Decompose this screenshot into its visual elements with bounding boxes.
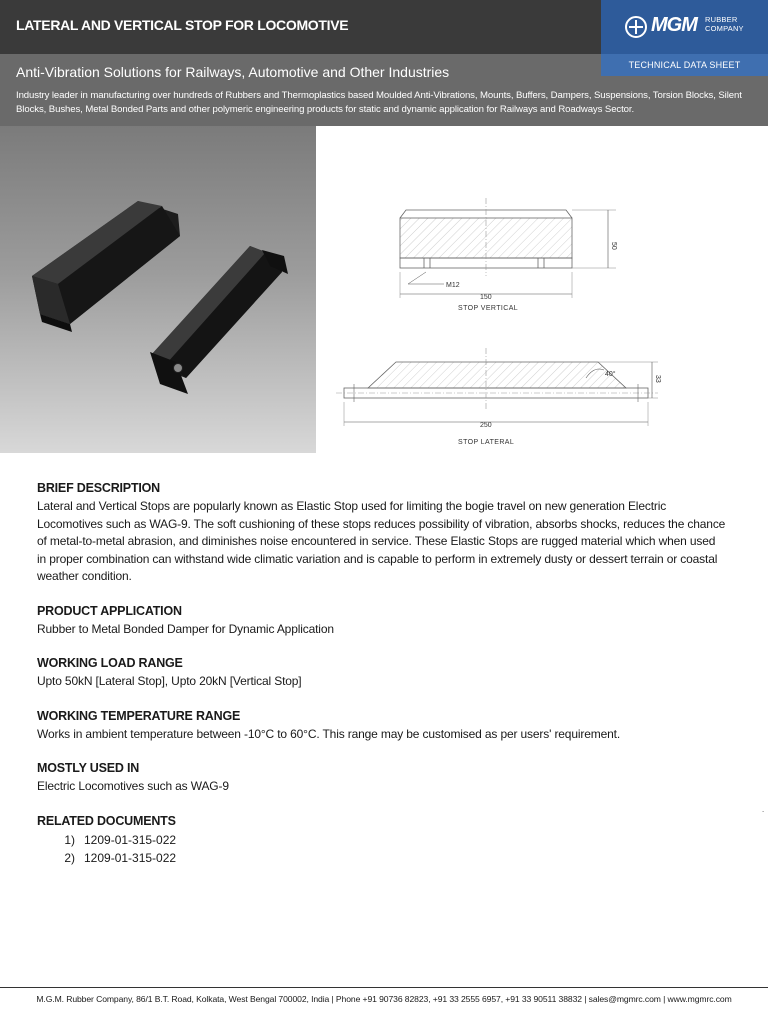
dim-lateral-angle: 40° <box>605 371 616 378</box>
section-working-load-range <box>37 656 727 691</box>
document-title: LATERAL AND VERTICAL STOP FOR LOCOMOTIVE <box>16 17 349 33</box>
section-related-documents <box>37 814 727 867</box>
section-heading: MOSTLY USED IN <box>37 761 140 775</box>
section-heading: BRIEF DESCRIPTION <box>37 481 160 495</box>
section-text: Electric Locomotives such as WAG-9 <box>37 779 229 793</box>
brand-subtext <box>705 15 744 33</box>
section-text: Lateral and Vertical Stops are popularly known as Elastic Stop used for limiting the bogie travel on new generation Electric Locomotives such as WAG-9. The soft cushioning of these stops reduces possibility of vibration, absorbs shocks, reduces the chance of metal-to-metal abrasion, and diminishes noise encountered in service. These Elastic Stops are rugged material which when used in proper combination can withstand wide climatic variation and is capable to perform in extremely dusty or dessert terrain or coastal weather condition. <box>37 499 726 583</box>
section-text: Upto 50kN [Lateral Stop], Upto 20kN [Vertical Stop] <box>37 674 302 688</box>
dim-vertical-length: 150 <box>480 294 492 301</box>
list-item <box>37 849 727 867</box>
dim-vertical-height: 50 <box>610 242 617 250</box>
technical-data-sheet-tag: TECHNICAL DATA SHEET <box>601 54 768 76</box>
company-intro: Industry leader in manufacturing over hundreds of Rubbers and Thermoplastics based Moulded Anti-Vibrations, Mounts, Buffers, Dampers, Suspensions, Torsion Blocks, Silent Blocks, Bushes, Metal Bonded Parts and other polymeric engineering products for static and dynamic application for Railways and Roadways Sector. <box>16 90 742 115</box>
page-subtitle: Anti-Vibration Solutions for Railways, Automotive and Other Industries <box>16 64 450 80</box>
section-mostly-used-in <box>37 761 727 796</box>
page-edge-mark: ˙ <box>762 810 765 820</box>
brand-sub-line-1: RUBBER <box>705 15 738 24</box>
document-number: 1209-01-315-022 <box>84 832 177 847</box>
dim-lateral-length: 250 <box>480 422 492 429</box>
footer-contact: M.G.M. Rubber Company, 86/1 B.T. Road, Kolkata, West Bengal 700002, India | Phone +91 90736 82823, +91 33 2555 6957, +91 33 90511 38832 | sales@mgmrc.com | www.mgmrc.com <box>36 994 732 1004</box>
dim-lateral-height: 33 <box>654 375 661 383</box>
section-text: Works in ambient temperature between -10°C to 60°C. This range may be customised as per users' requirement. <box>37 726 621 741</box>
stop-vertical-drawing <box>400 198 616 298</box>
section-heading: RELATED DOCUMENTS <box>37 813 176 828</box>
brand-sub-line-2: COMPANY <box>705 24 744 33</box>
related-documents-list <box>37 831 727 867</box>
section-text: Rubber to Metal Bonded Damper for Dynamic Application <box>37 621 334 636</box>
section-heading: WORKING LOAD RANGE <box>37 656 183 670</box>
brand-logo-box <box>601 0 768 54</box>
drawing-svg <box>316 126 768 453</box>
document-number: 1209-01-315-022 <box>84 850 177 865</box>
section-working-temperature-range <box>37 709 727 744</box>
stop-lateral-drawing <box>336 348 658 426</box>
list-item-number: 1) <box>64 832 75 847</box>
section-heading: WORKING TEMPERATURE RANGE <box>37 708 241 723</box>
section-brief-description <box>37 481 727 586</box>
caption-stop-lateral: STOP LATERAL <box>458 439 515 446</box>
technical-drawing <box>316 126 768 453</box>
list-item <box>37 831 727 849</box>
header-bar <box>0 0 768 54</box>
caption-stop-vertical: STOP VERTICAL <box>458 305 519 312</box>
section-product-application <box>37 604 727 639</box>
section-heading: PRODUCT APPLICATION <box>37 603 182 618</box>
dim-vertical-thread: M12 <box>446 282 460 289</box>
footer-divider <box>0 987 768 988</box>
content-area <box>37 481 727 885</box>
logo-emblem-icon <box>625 16 647 38</box>
brand-name: MGM <box>651 14 697 36</box>
product-photo-image <box>0 126 316 453</box>
subtitle-band <box>0 54 768 126</box>
product-photo <box>0 126 316 453</box>
list-item-number: 2) <box>64 850 75 865</box>
